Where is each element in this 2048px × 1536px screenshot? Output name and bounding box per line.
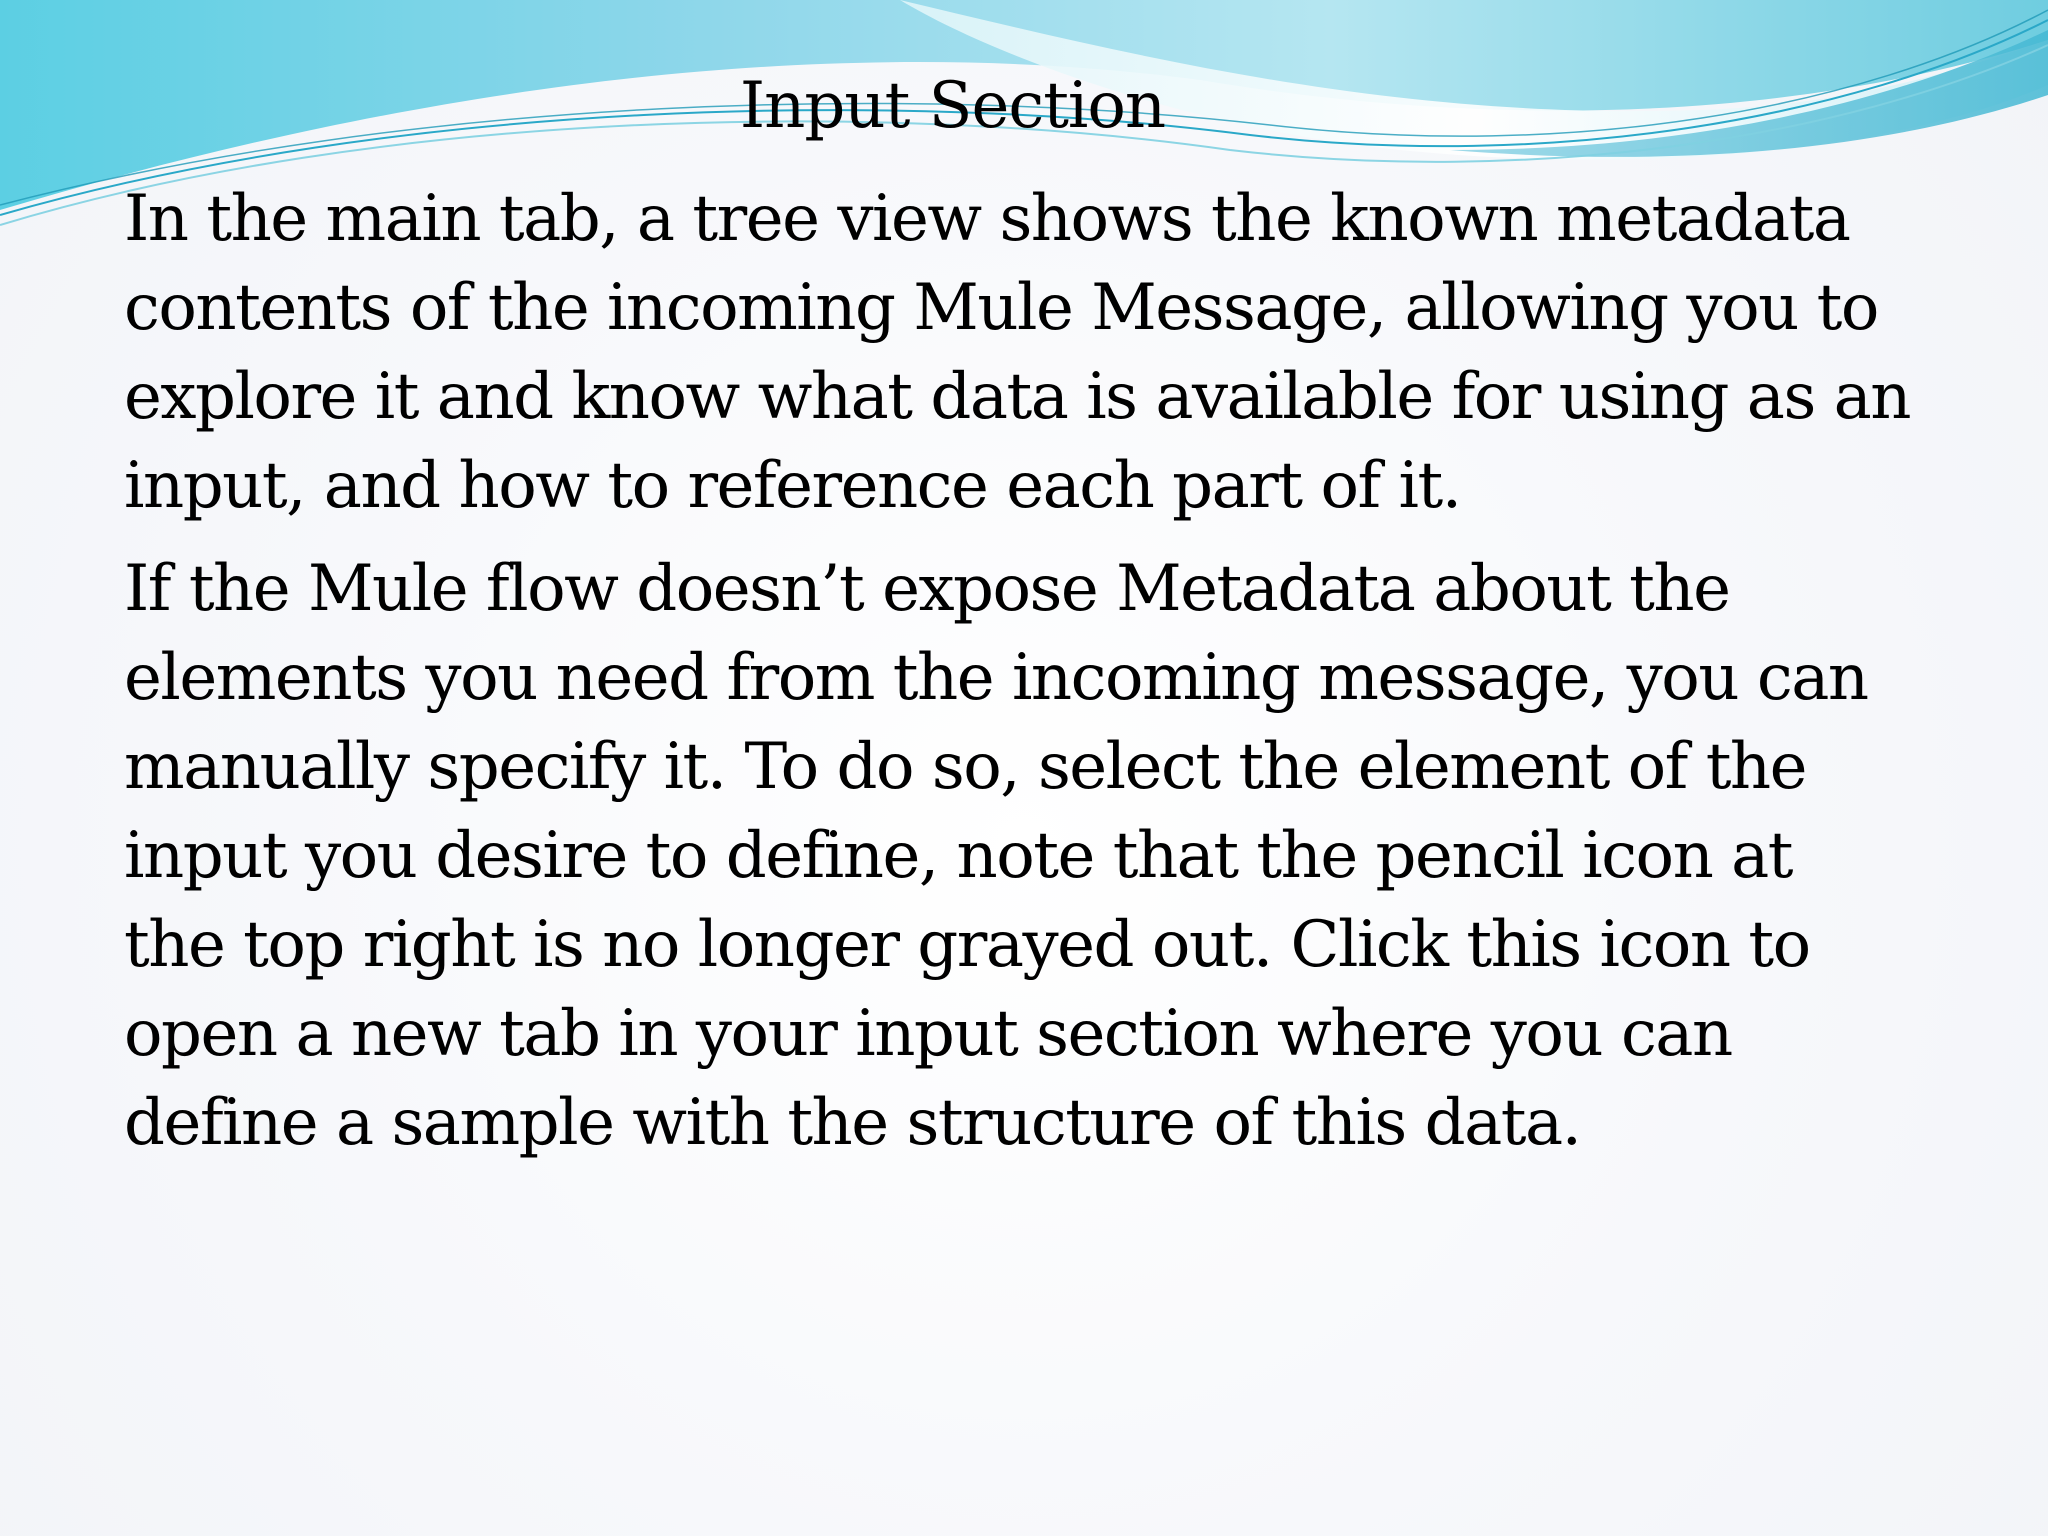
slide-body (124, 175, 2014, 1182)
paragraph-manual-metadata: If the Mule flow doesn’t expose Metadata about the elements you need from the incoming message, you can manually specify it. To do so, select the element of the input you desire to define, note that the pencil icon at the top right is no longer grayed out. Click this icon to open a new tab in your input section where you can define a sample with the structure of this data. (124, 552, 1868, 1160)
slide-title: Input Section (739, 69, 1166, 143)
paragraph-tree-view: In the main tab, a tree view shows the known metadata contents of the incoming Mule Message, allowing you to explore it and know what data is available for using as an input, and how to reference each part of it. (124, 182, 1910, 523)
